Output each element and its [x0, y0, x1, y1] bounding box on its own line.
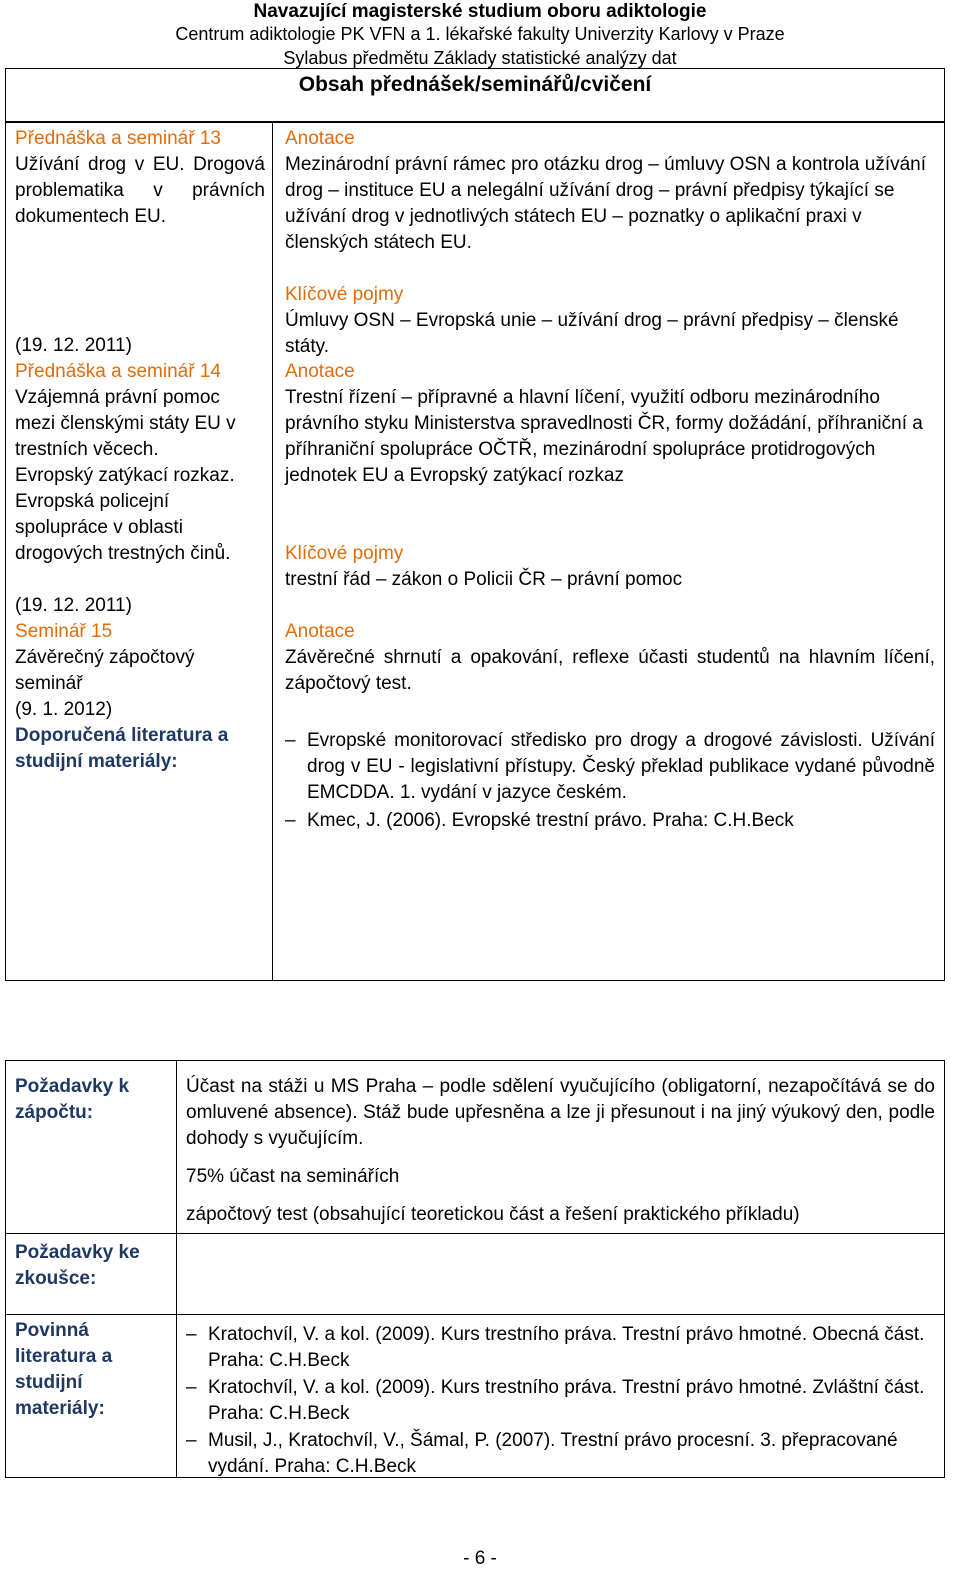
lectures-table-divider: [272, 122, 273, 981]
requirements-row-divider: [5, 1314, 945, 1315]
credit-requirements-text: Účast na stáži u MS Praha – podle sdělení vyučujícího (obligatorní, nezapočítává se do omluvené absence). Stáž bude upřesněna a lze ji přesunout i na jiný výukový den, podle dohody s vyučujícím.: [186, 1076, 935, 1149]
requirements-row-divider: [5, 1233, 945, 1234]
document-header-syllabus: Sylabus předmětu Základy statistické analýzy dat: [283, 48, 677, 68]
section-title: Obsah přednášek/seminářů/cvičení: [298, 73, 652, 96]
mandatory-literature-list: [186, 1322, 935, 1480]
session-13-name: Užívání drog v EU. Drogová problematika v právních dokumentech EU.: [15, 154, 265, 227]
list-item: – Evropské monitorovací středisko pro drogy a drogové závislosti. Užívání drog v EU - legislativní přístupy. Český překlad publikace vydané původně EMCDDA. 1. vydání v jazyce českém.: [285, 728, 935, 806]
exam-requirements-label: Požadavky ke zkoušce:: [15, 1242, 140, 1289]
session-14-keywords: trestní řád – zákon o Policii ČR – právní pomoc: [285, 569, 683, 590]
session-13-date: (19. 12. 2011): [15, 335, 132, 356]
session-14-keywords-label: Klíčové pojmy: [285, 543, 404, 564]
section-title-box: [5, 68, 945, 122]
credit-attendance-text: 75% účast na seminářích: [186, 1166, 400, 1187]
session-15-date: (9. 1. 2012): [15, 699, 113, 720]
document-header-institution: Centrum adiktologie PK VFN a 1. lékařské fakulty Univerzity Karlovy v Praze: [175, 24, 785, 44]
list-item: – Kratochvíl, V. a kol. (2009). Kurs trestního práva. Trestní právo hmotné. Obecná část. Praha: C.H.Beck: [186, 1322, 935, 1374]
session-15-annotation: Závěrečné shrnutí a opakování, reflexe účasti studentů na hlavním líčení, zápočtový test.: [285, 647, 935, 694]
session-13-annotation: Mezinárodní právní rámec pro otázku drog – úmluvy OSN a kontrola užívání drog – instituce EU a nelegální užívání drog – právní předpisy týkající se užívání drog v jednotlivých státech EU – poznatky o aplikační praxi v členských státech EU.: [285, 154, 927, 253]
recommended-literature-label: Doporučená literatura a studijní materiály:: [15, 725, 229, 772]
page-number: - 6 -: [463, 1548, 497, 1569]
session-13-title: Přednáška a seminář 13: [15, 128, 221, 149]
list-item: – Kratochvíl, V. a kol. (2009). Kurs trestního práva. Trestní právo hmotné. Zvláštní část. Praha: C.H.Beck: [186, 1375, 935, 1427]
credit-test-text: zápočtový test (obsahující teoretickou část a řešení praktického příkladu): [186, 1204, 800, 1225]
session-13-keywords: Úmluvy OSN – Evropská unie – užívání drog – právní předpisy – členské státy.: [285, 310, 899, 357]
list-item: – Musil, J., Kratochvíl, V., Šámal, P. (2007). Trestní právo procesní. 3. přepracované vydání. Praha: C.H.Beck: [186, 1428, 935, 1480]
session-14-name: Vzájemná právní pomoc mezi členskými státy EU v trestních věcech. Evropský zatýkací rozkaz. Evropská policejní spolupráce v oblasti drogových trestných činů.: [15, 387, 236, 564]
mandatory-literature-label: Povinná literatura a studijní materiály:: [15, 1320, 113, 1419]
recommended-literature-list: [285, 728, 935, 834]
session-14-title: Přednáška a seminář 14: [15, 361, 221, 382]
requirements-table-divider: [176, 1060, 177, 1478]
session-15-annotation-label: Anotace: [285, 621, 355, 642]
session-15-title: Seminář 15: [15, 621, 113, 642]
session-13-annotation-label: Anotace: [285, 128, 355, 149]
list-item: – Kmec, J. (2006). Evropské trestní právo. Praha: C.H.Beck: [285, 808, 935, 834]
session-14-date: (19. 12. 2011): [15, 595, 132, 616]
credit-requirements-label: Požadavky k zápočtu:: [15, 1076, 130, 1123]
document-header-title: Navazující magisterské studium oboru adiktologie: [253, 1, 707, 22]
session-13-keywords-label: Klíčové pojmy: [285, 284, 404, 305]
session-14-annotation-label: Anotace: [285, 361, 355, 382]
session-15-name: Závěrečný zápočtový seminář: [15, 647, 195, 694]
session-14-annotation: Trestní řízení – přípravné a hlavní líčení, využití odboru mezinárodního právního styku Ministerstva spravedlnosti ČR, formy dožádání, příhraniční a příhraniční spolupráce OČTŘ, mezinárodní spolupráce protidrogových jednotek EU a Evropský zatýkací rozkaz: [285, 387, 923, 486]
